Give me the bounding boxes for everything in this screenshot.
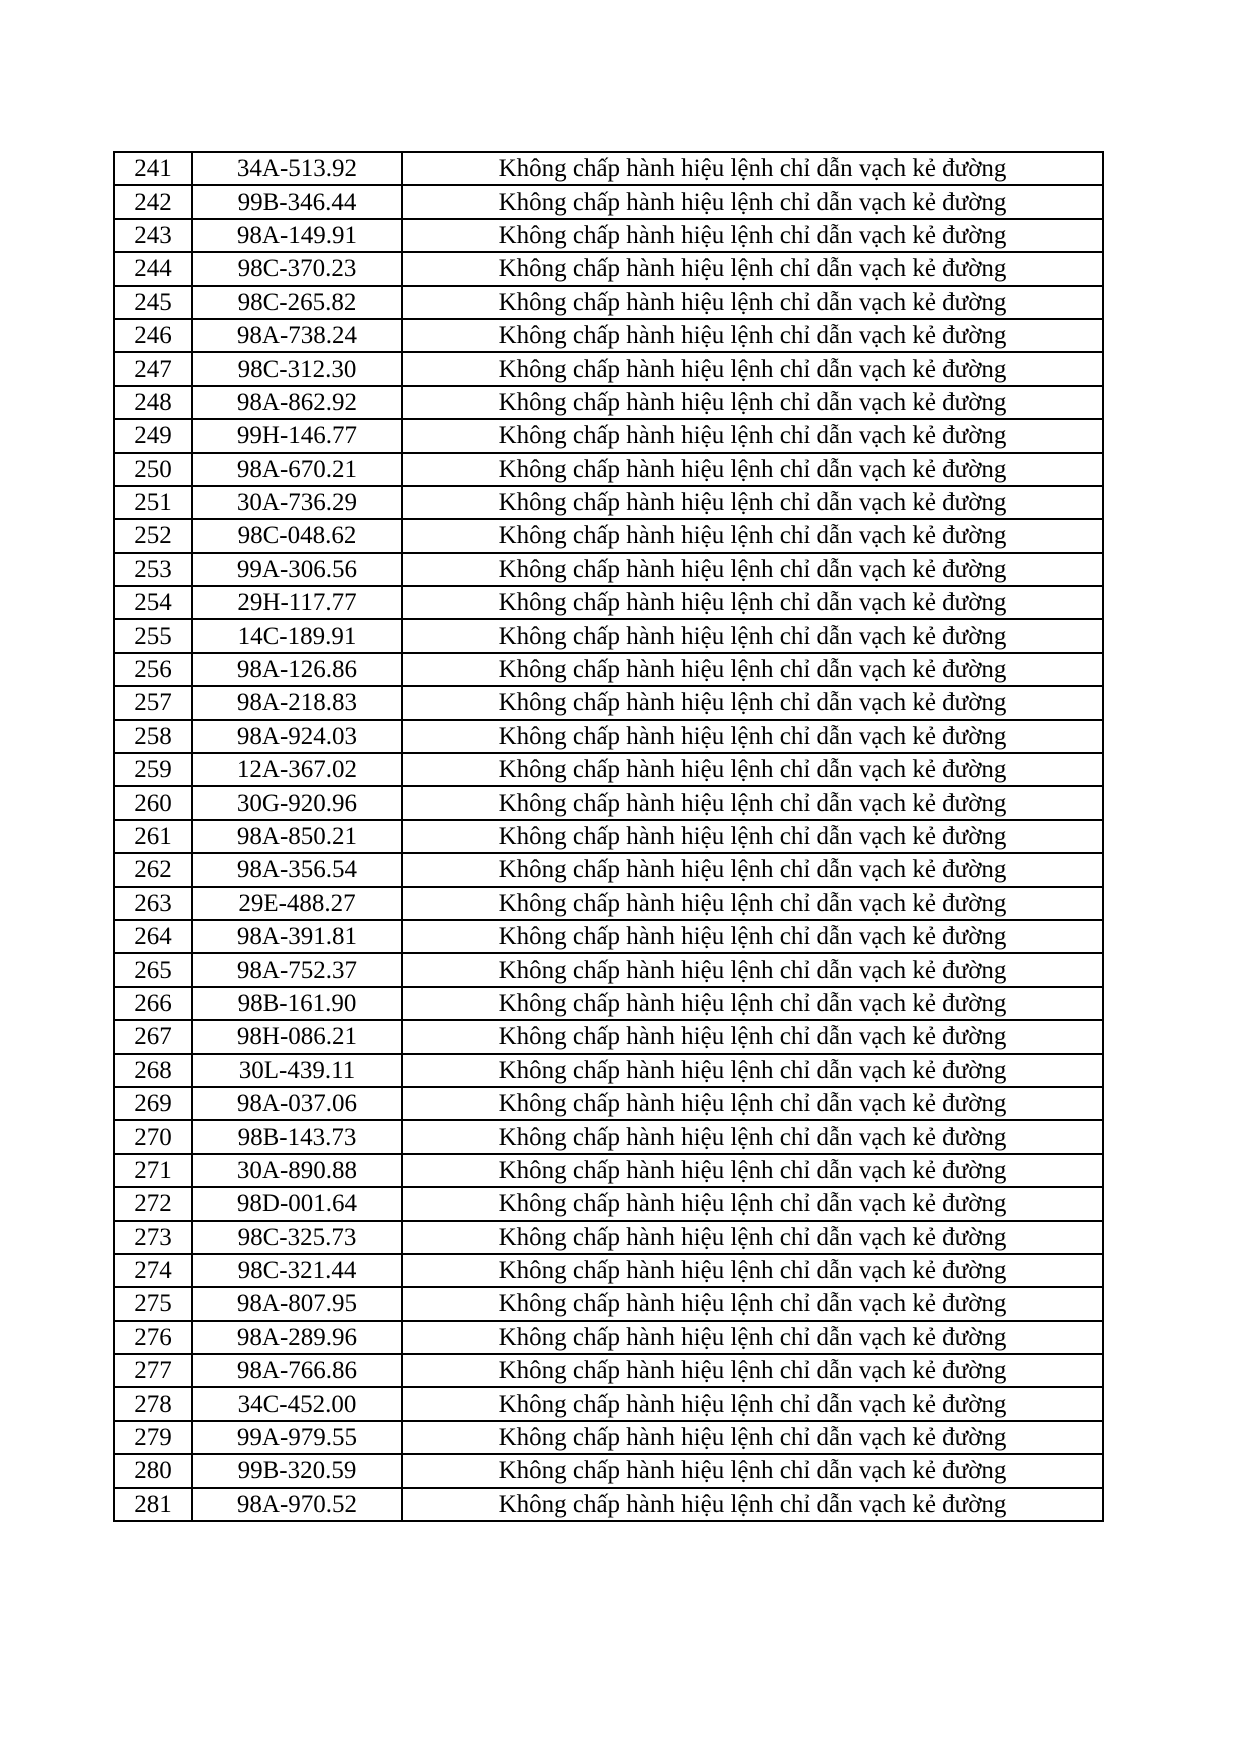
table-row (114, 887, 1103, 920)
row-number-cell: 253 (114, 553, 192, 586)
row-number-cell: 242 (114, 185, 192, 218)
license-plate-cell: 98A-391.81 (192, 920, 402, 953)
table-row (114, 1087, 1103, 1120)
license-plate-cell: 98B-161.90 (192, 987, 402, 1020)
table-row (114, 920, 1103, 953)
license-plate-cell: 98A-037.06 (192, 1087, 402, 1120)
license-plate-cell: 29H-117.77 (192, 586, 402, 619)
row-number-cell: 266 (114, 987, 192, 1020)
violation-cell: Không chấp hành hiệu lệnh chỉ dẫn vạch kẻ đường (402, 1321, 1103, 1354)
violation-cell: Không chấp hành hiệu lệnh chỉ dẫn vạch kẻ đường (402, 820, 1103, 853)
license-plate-cell: 98C-048.62 (192, 519, 402, 552)
license-plate-cell: 30L-439.11 (192, 1054, 402, 1087)
table-row (114, 619, 1103, 652)
row-number-cell: 275 (114, 1287, 192, 1320)
violation-cell: Không chấp hành hiệu lệnh chỉ dẫn vạch kẻ đường (402, 419, 1103, 452)
violation-cell: Không chấp hành hiệu lệnh chỉ dẫn vạch kẻ đường (402, 185, 1103, 218)
table-row (114, 1454, 1103, 1487)
violation-cell: Không chấp hành hiệu lệnh chỉ dẫn vạch kẻ đường (402, 920, 1103, 953)
violation-cell: Không chấp hành hiệu lệnh chỉ dẫn vạch kẻ đường (402, 887, 1103, 920)
violation-cell: Không chấp hành hiệu lệnh chỉ dẫn vạch kẻ đường (402, 1421, 1103, 1454)
row-number-cell: 244 (114, 252, 192, 285)
violation-cell: Không chấp hành hiệu lệnh chỉ dẫn vạch kẻ đường (402, 152, 1103, 185)
table-row (114, 1154, 1103, 1187)
table-row (114, 486, 1103, 519)
table-row (114, 152, 1103, 185)
row-number-cell: 243 (114, 219, 192, 252)
table-row (114, 252, 1103, 285)
license-plate-cell: 98A-766.86 (192, 1354, 402, 1387)
violation-cell: Không chấp hành hiệu lệnh chỉ dẫn vạch kẻ đường (402, 1488, 1103, 1521)
row-number-cell: 256 (114, 653, 192, 686)
license-plate-cell: 98C-325.73 (192, 1221, 402, 1254)
violation-cell: Không chấp hành hiệu lệnh chỉ dẫn vạch kẻ đường (402, 453, 1103, 486)
violation-cell: Không chấp hành hiệu lệnh chỉ dẫn vạch kẻ đường (402, 1187, 1103, 1220)
row-number-cell: 280 (114, 1454, 192, 1487)
table-row (114, 453, 1103, 486)
table-row (114, 1221, 1103, 1254)
license-plate-cell: 98D-001.64 (192, 1187, 402, 1220)
table-row (114, 286, 1103, 319)
row-number-cell: 273 (114, 1221, 192, 1254)
violation-cell: Không chấp hành hiệu lệnh chỉ dẫn vạch kẻ đường (402, 386, 1103, 419)
row-number-cell: 247 (114, 352, 192, 385)
row-number-cell: 260 (114, 786, 192, 819)
table-row (114, 319, 1103, 352)
violation-cell: Không chấp hành hiệu lệnh chỉ dẫn vạch kẻ đường (402, 987, 1103, 1020)
license-plate-cell: 34A-513.92 (192, 152, 402, 185)
row-number-cell: 269 (114, 1087, 192, 1120)
license-plate-cell: 30A-890.88 (192, 1154, 402, 1187)
table-row (114, 853, 1103, 886)
license-plate-cell: 98C-370.23 (192, 252, 402, 285)
row-number-cell: 259 (114, 753, 192, 786)
table-row (114, 1387, 1103, 1420)
license-plate-cell: 30G-920.96 (192, 786, 402, 819)
violation-cell: Không chấp hành hiệu lệnh chỉ dẫn vạch kẻ đường (402, 1287, 1103, 1320)
license-plate-cell: 98A-126.86 (192, 653, 402, 686)
table-row (114, 1054, 1103, 1087)
table-row (114, 1421, 1103, 1454)
row-number-cell: 249 (114, 419, 192, 452)
row-number-cell: 245 (114, 286, 192, 319)
row-number-cell: 265 (114, 953, 192, 986)
license-plate-cell: 98C-321.44 (192, 1254, 402, 1287)
table-row (114, 1354, 1103, 1387)
license-plate-cell: 99A-979.55 (192, 1421, 402, 1454)
table-row (114, 720, 1103, 753)
license-plate-cell: 98C-312.30 (192, 352, 402, 385)
violation-cell: Không chấp hành hiệu lệnh chỉ dẫn vạch kẻ đường (402, 653, 1103, 686)
table-row (114, 686, 1103, 719)
table-row (114, 1020, 1103, 1053)
violation-cell: Không chấp hành hiệu lệnh chỉ dẫn vạch kẻ đường (402, 1120, 1103, 1153)
violation-cell: Không chấp hành hiệu lệnh chỉ dẫn vạch kẻ đường (402, 1454, 1103, 1487)
table-row (114, 1120, 1103, 1153)
license-plate-cell: 99H-146.77 (192, 419, 402, 452)
table-row (114, 953, 1103, 986)
license-plate-cell: 34C-452.00 (192, 1387, 402, 1420)
violation-cell: Không chấp hành hiệu lệnh chỉ dẫn vạch kẻ đường (402, 319, 1103, 352)
violation-cell: Không chấp hành hiệu lệnh chỉ dẫn vạch kẻ đường (402, 619, 1103, 652)
violation-cell: Không chấp hành hiệu lệnh chỉ dẫn vạch kẻ đường (402, 486, 1103, 519)
violation-cell: Không chấp hành hiệu lệnh chỉ dẫn vạch kẻ đường (402, 586, 1103, 619)
row-number-cell: 250 (114, 453, 192, 486)
row-number-cell: 254 (114, 586, 192, 619)
row-number-cell: 262 (114, 853, 192, 886)
license-plate-cell: 98A-752.37 (192, 953, 402, 986)
violation-cell: Không chấp hành hiệu lệnh chỉ dẫn vạch kẻ đường (402, 519, 1103, 552)
violation-cell: Không chấp hành hiệu lệnh chỉ dẫn vạch kẻ đường (402, 352, 1103, 385)
row-number-cell: 272 (114, 1187, 192, 1220)
license-plate-cell: 98A-289.96 (192, 1321, 402, 1354)
table-row (114, 753, 1103, 786)
table-row (114, 1187, 1103, 1220)
row-number-cell: 257 (114, 686, 192, 719)
row-number-cell: 255 (114, 619, 192, 652)
row-number-cell: 264 (114, 920, 192, 953)
violations-table (113, 151, 1104, 1522)
table-row (114, 820, 1103, 853)
row-number-cell: 268 (114, 1054, 192, 1087)
table-row (114, 553, 1103, 586)
license-plate-cell: 98A-670.21 (192, 453, 402, 486)
row-number-cell: 251 (114, 486, 192, 519)
table-row (114, 185, 1103, 218)
violation-cell: Không chấp hành hiệu lệnh chỉ dẫn vạch kẻ đường (402, 1354, 1103, 1387)
row-number-cell: 274 (114, 1254, 192, 1287)
row-number-cell: 278 (114, 1387, 192, 1420)
license-plate-cell: 98C-265.82 (192, 286, 402, 319)
table-row (114, 519, 1103, 552)
violation-cell: Không chấp hành hiệu lệnh chỉ dẫn vạch kẻ đường (402, 1087, 1103, 1120)
license-plate-cell: 99B-320.59 (192, 1454, 402, 1487)
table-row (114, 386, 1103, 419)
license-plate-cell: 12A-367.02 (192, 753, 402, 786)
license-plate-cell: 99A-306.56 (192, 553, 402, 586)
table-row (114, 1287, 1103, 1320)
violation-cell: Không chấp hành hiệu lệnh chỉ dẫn vạch kẻ đường (402, 953, 1103, 986)
violation-cell: Không chấp hành hiệu lệnh chỉ dẫn vạch kẻ đường (402, 1054, 1103, 1087)
table-row (114, 586, 1103, 619)
row-number-cell: 276 (114, 1321, 192, 1354)
table-row (114, 352, 1103, 385)
license-plate-cell: 98B-143.73 (192, 1120, 402, 1153)
table-row (114, 219, 1103, 252)
row-number-cell: 252 (114, 519, 192, 552)
table-row (114, 653, 1103, 686)
violations-table-body (114, 152, 1103, 1521)
violation-cell: Không chấp hành hiệu lệnh chỉ dẫn vạch kẻ đường (402, 252, 1103, 285)
violation-cell: Không chấp hành hiệu lệnh chỉ dẫn vạch kẻ đường (402, 686, 1103, 719)
table-row (114, 1254, 1103, 1287)
row-number-cell: 271 (114, 1154, 192, 1187)
row-number-cell: 258 (114, 720, 192, 753)
license-plate-cell: 98A-970.52 (192, 1488, 402, 1521)
table-row (114, 786, 1103, 819)
row-number-cell: 277 (114, 1354, 192, 1387)
table-row (114, 987, 1103, 1020)
row-number-cell: 263 (114, 887, 192, 920)
row-number-cell: 241 (114, 152, 192, 185)
row-number-cell: 246 (114, 319, 192, 352)
row-number-cell: 279 (114, 1421, 192, 1454)
row-number-cell: 248 (114, 386, 192, 419)
violation-cell: Không chấp hành hiệu lệnh chỉ dẫn vạch kẻ đường (402, 286, 1103, 319)
license-plate-cell: 98A-924.03 (192, 720, 402, 753)
license-plate-cell: 98A-356.54 (192, 853, 402, 886)
license-plate-cell: 98A-218.83 (192, 686, 402, 719)
license-plate-cell: 98A-862.92 (192, 386, 402, 419)
violation-cell: Không chấp hành hiệu lệnh chỉ dẫn vạch kẻ đường (402, 1020, 1103, 1053)
violation-cell: Không chấp hành hiệu lệnh chỉ dẫn vạch kẻ đường (402, 786, 1103, 819)
table-row (114, 1321, 1103, 1354)
license-plate-cell: 98A-807.95 (192, 1287, 402, 1320)
license-plate-cell: 98A-738.24 (192, 319, 402, 352)
license-plate-cell: 98A-850.21 (192, 820, 402, 853)
violation-cell: Không chấp hành hiệu lệnh chỉ dẫn vạch kẻ đường (402, 1154, 1103, 1187)
violation-cell: Không chấp hành hiệu lệnh chỉ dẫn vạch kẻ đường (402, 1387, 1103, 1420)
violation-cell: Không chấp hành hiệu lệnh chỉ dẫn vạch kẻ đường (402, 553, 1103, 586)
row-number-cell: 261 (114, 820, 192, 853)
violation-cell: Không chấp hành hiệu lệnh chỉ dẫn vạch kẻ đường (402, 219, 1103, 252)
license-plate-cell: 29E-488.27 (192, 887, 402, 920)
table-row (114, 419, 1103, 452)
license-plate-cell: 99B-346.44 (192, 185, 402, 218)
violation-cell: Không chấp hành hiệu lệnh chỉ dẫn vạch kẻ đường (402, 1254, 1103, 1287)
license-plate-cell: 14C-189.91 (192, 619, 402, 652)
violation-cell: Không chấp hành hiệu lệnh chỉ dẫn vạch kẻ đường (402, 720, 1103, 753)
violation-cell: Không chấp hành hiệu lệnh chỉ dẫn vạch kẻ đường (402, 1221, 1103, 1254)
license-plate-cell: 30A-736.29 (192, 486, 402, 519)
row-number-cell: 267 (114, 1020, 192, 1053)
violation-cell: Không chấp hành hiệu lệnh chỉ dẫn vạch kẻ đường (402, 753, 1103, 786)
license-plate-cell: 98A-149.91 (192, 219, 402, 252)
row-number-cell: 281 (114, 1488, 192, 1521)
violation-cell: Không chấp hành hiệu lệnh chỉ dẫn vạch kẻ đường (402, 853, 1103, 886)
row-number-cell: 270 (114, 1120, 192, 1153)
table-row (114, 1488, 1103, 1521)
license-plate-cell: 98H-086.21 (192, 1020, 402, 1053)
